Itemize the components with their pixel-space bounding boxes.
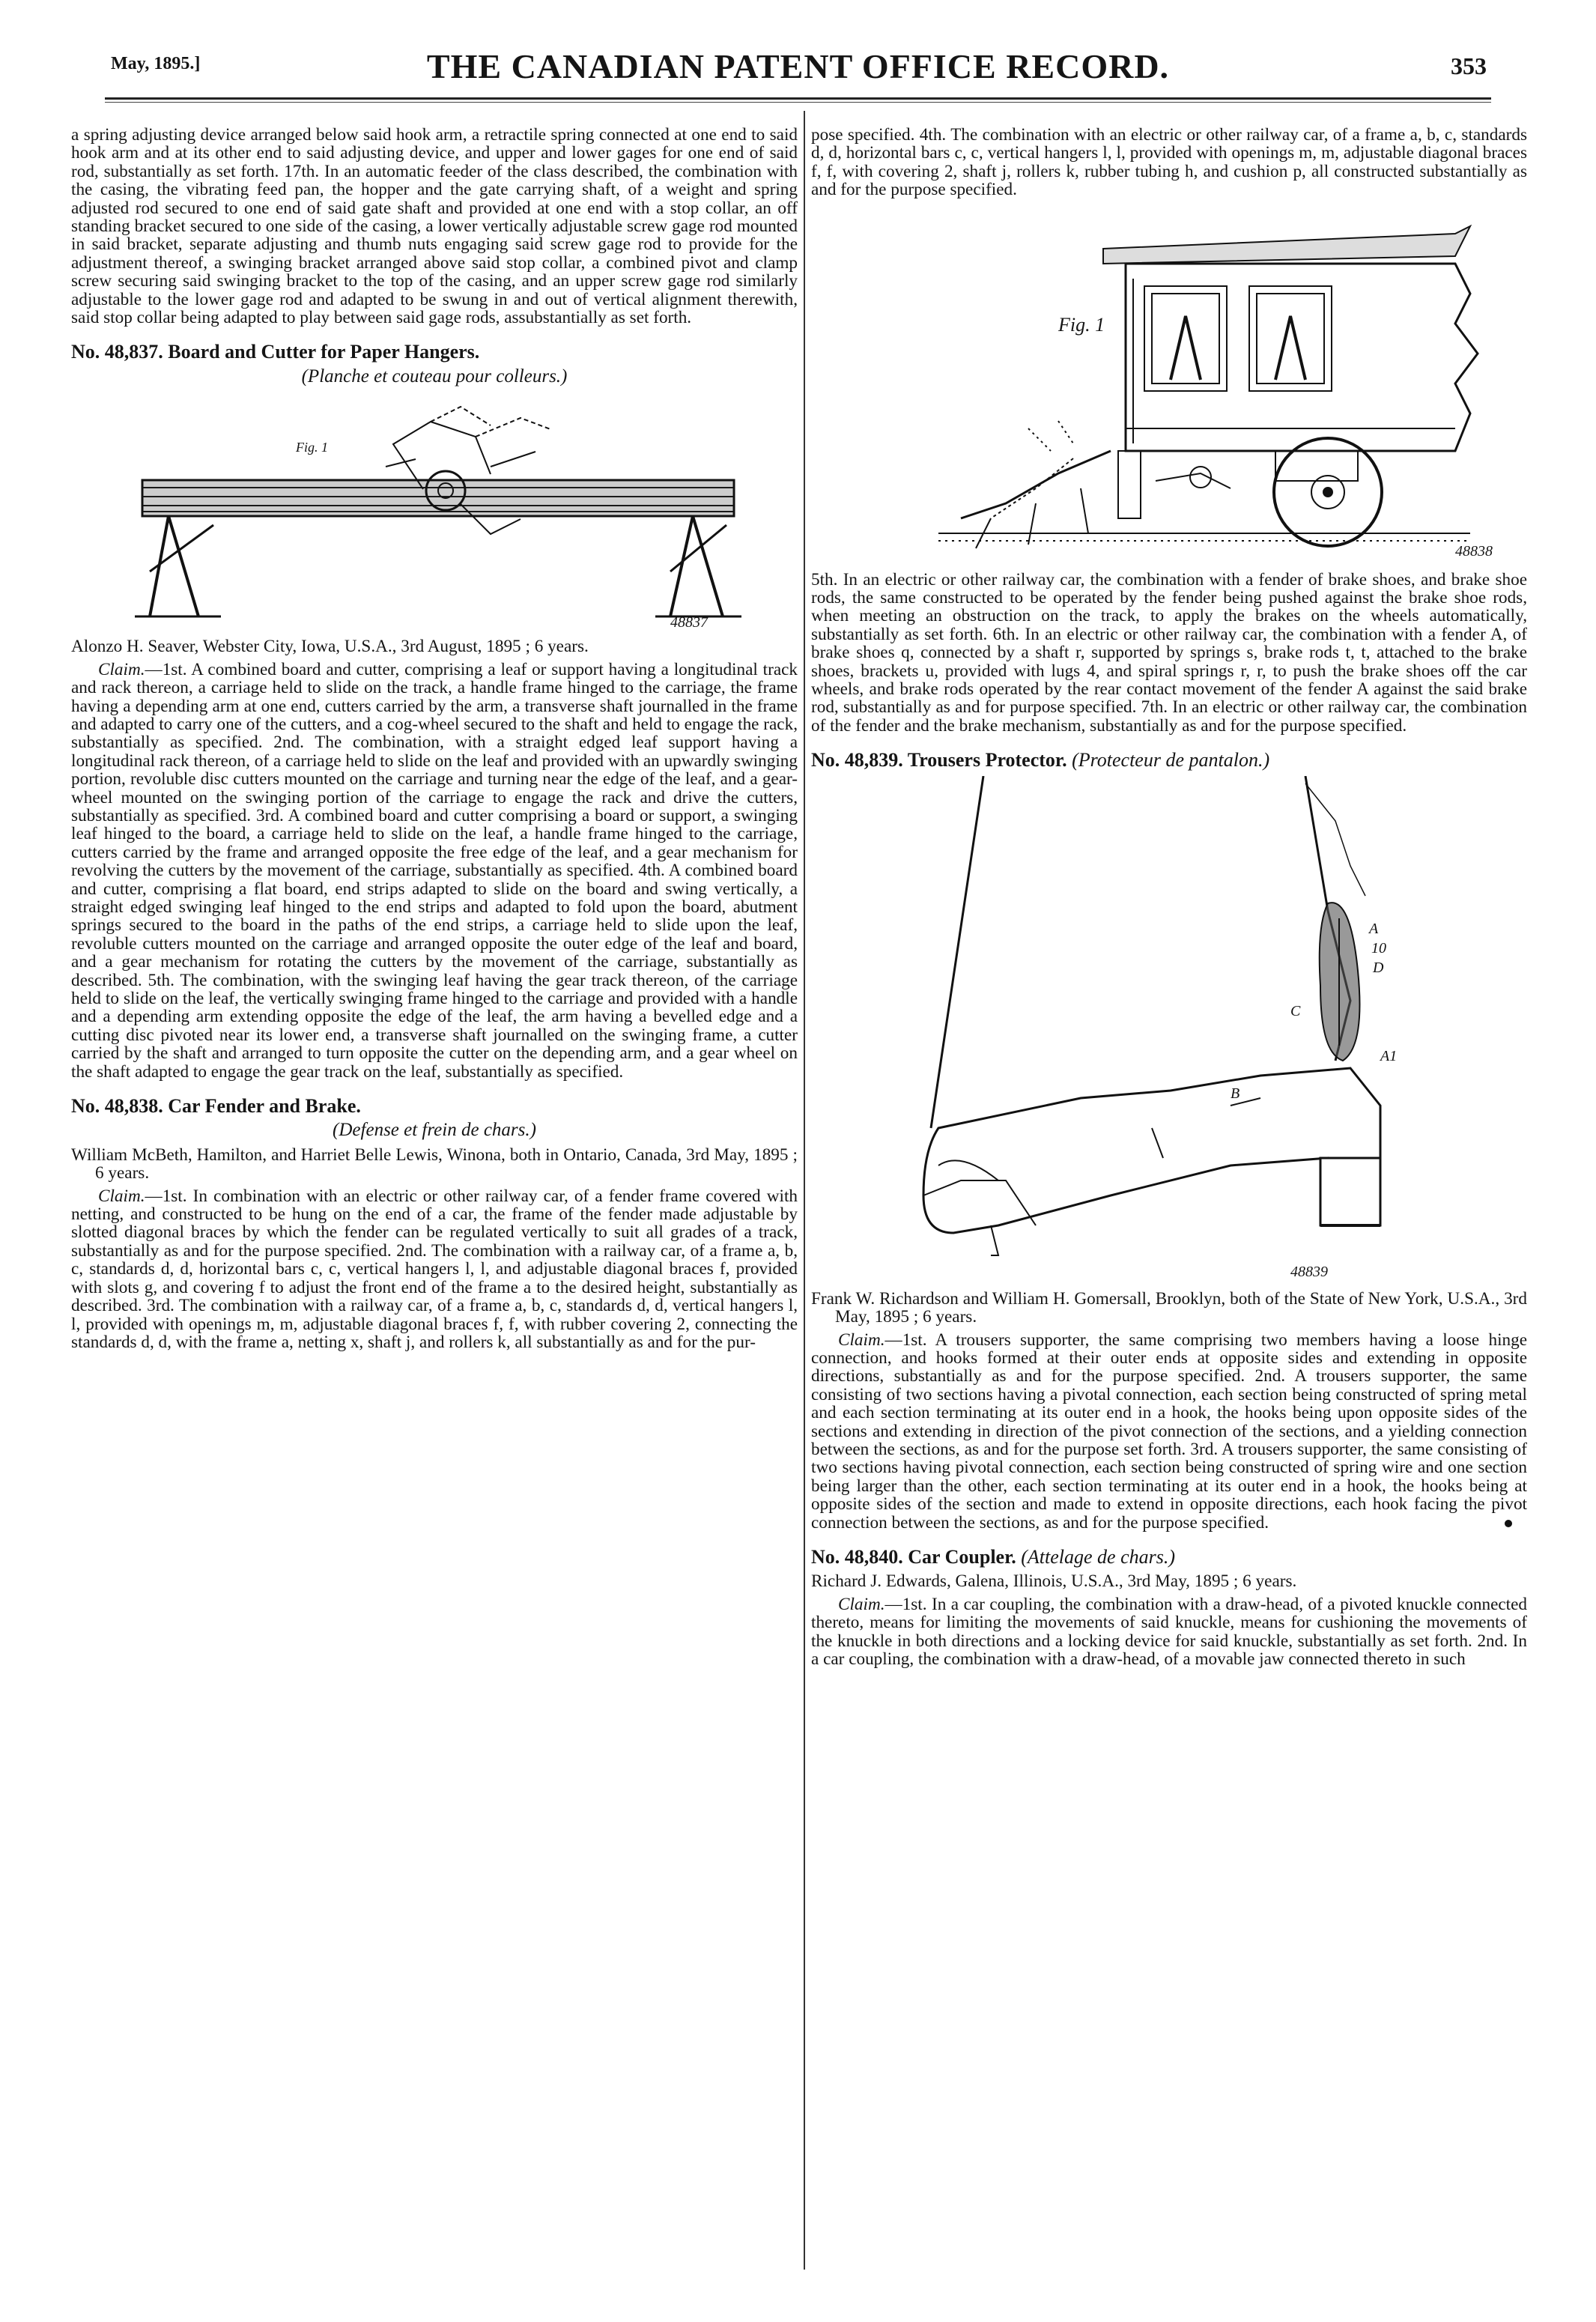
column-divider bbox=[804, 111, 805, 2270]
trousers-protector-drawing bbox=[811, 776, 1527, 1282]
figure-label: Fig. 1 bbox=[1058, 313, 1105, 336]
patent-heading-48840 bbox=[811, 1545, 1527, 1568]
inventor-48837: Alonzo H. Seaver, Webster City, Iowa, U.S.A., 3rd August, 1895 ; 6 years. bbox=[71, 637, 589, 657]
inventor-48839: Frank W. Richardson and William H. Gomersall, Brooklyn, both of the State of New York, U.S.A., 3rd May, 1895 ; 6 years. bbox=[811, 1288, 1527, 1327]
french-title-48840: (Attelage de chars.) bbox=[1021, 1545, 1176, 1568]
claim-text: —1st. In a car coupling, the combination with a draw-head, of a pivoted knuckle connected thereto, means for limiting the movements of said knuckle, means for cushioning the movements of the knuckle in both directions and a locking device for said knuckle, substantially as set forth. 2nd. In a car coupling, the combination with a draw-head, of a movable jaw connected thereto in such bbox=[811, 1594, 1527, 1669]
heading-text: No. 48,840. Car Coupler. bbox=[811, 1545, 1016, 1568]
page-header bbox=[105, 46, 1491, 84]
figure-patent-number: 48838 bbox=[1455, 542, 1493, 560]
car-fender-drawing bbox=[811, 204, 1527, 563]
claims-48839 bbox=[811, 1331, 1527, 1532]
publication-title: THE CANADIAN PATENT OFFICE RECORD. bbox=[426, 47, 1170, 85]
patent-heading-48838: No. 48,838. Car Fender and Brake. bbox=[71, 1095, 361, 1118]
claims-48837 bbox=[71, 661, 798, 1081]
svg-text:A1: A1 bbox=[1380, 1047, 1398, 1064]
figure-patent-number: 48837 bbox=[670, 614, 708, 631]
claim-text: —1st. A combined board and cutter, comprising a leaf or support having a longitudinal track and rack thereon, a carriage held to slide on the track, a handle frame hinged to the carriage, the frame having a depending arm at one end, cutters carried by the arm, a transverse shaft journalled in the frame and adapted to carry one of the cutters, and a cog-wheel secured to the shaft and held to engage the rack, substantially as specified. 2nd. The combination, with a straight edged leaf support having a longitudinal rack thereon, of a carriage held to slide on the leaf and provided with an upwardly swinging portion, revoluble disc cutters mounted on the carriage and turning near the edge of the leaf, and a gear-wheel mounted on the swinging portion of the carriage to engage the rack and drive the cutters, substantially as specified. 3rd. A combined board and cutter comprising a board or support, a swinging leaf hinged to the board, a carriage held to slide on the leaf, a handle frame hinged to the carriage, cutters carried by the frame and arranged opposite the free edge of the leaf, and a gear mechanism for revolving the cutters by the movement of the carriage, substantially as specified. 4th. A combined board and cutter, comprising a flat board, end strips adapted to slide on the board and swing vertically, a straight edged swinging leaf hinged to the end strips and adapted to fold upon the board, abutment springs secured to the board in the paths of the end strips, a carriage held to slide upon the leaf, revoluble cutters mounted on the carriage and arranged opposite the outer edge of the leaf and board, and a gear mechanism for rotating the cutters by the movement of the carriage, substantially as described. 5th. The combination, with the swinging leaf having the gear track thereon, of the carriage held to slide on the leaf, the vertically swinging frame hinged to the carriage and provided with a handle and a depending arm extending opposite the edge of the leaf, the arm having a bevelled edge and a cutting disc pivoted near its lower end, a transverse shaft journalled on the swinging frame, a cutter carried by the shaft and arranged to turn opposite the cutter on the depending arm, and a gear wheel on the shaft adapted to engage the gear track on the leaf, substantially as specified. bbox=[71, 659, 798, 1082]
heading-text: No. 48,839. Trousers Protector. bbox=[811, 749, 1067, 772]
right-column bbox=[811, 126, 1527, 1673]
left-column bbox=[71, 126, 798, 1356]
french-title-48839: (Protecteur de pantalon.) bbox=[1072, 749, 1270, 772]
figure-car-fender bbox=[811, 204, 1527, 563]
french-title-48838: (Defense et frein de chars.) bbox=[333, 1120, 536, 1141]
patent-heading-48839 bbox=[811, 749, 1527, 772]
board-cutter-drawing bbox=[71, 392, 798, 630]
svg-text:B: B bbox=[1231, 1085, 1240, 1102]
claim-label: Claim. bbox=[98, 659, 145, 679]
patent-heading-48837: No. 48,837. Board and Cutter for Paper Hangers. bbox=[71, 341, 480, 363]
continued-claim-text: a spring adjusting device arranged below said hook arm, a retractile spring connected at one end to said hook arm and at its other end to said adjusting device, and upper and lower gages for one end of said rod, substantially as set forth. 17th. In an automatic feeder of the class described, the combination with the casing, the vibrating feed pan, the hopper and the gate carrying shaft, of a weight and spring adjusted rod secured to one end of said gate shaft and provided at one end with a stop collar, an off standing bracket secured to one side of the casing, a lower vertically adjustable screw gage rod mounted in said bracket, separate adjusting and thumb nuts engaging said screw gage rod to provide for the adjustment thereof, a swinging bracket arranged above said stop collar, a combined pivot and clamp screw securing said swinging bracket to the top of the casing, and an upper screw gage rod similarly adjustable to the lower gage rod and adapted to be swung in and out of vertical alignment therewith, said stop collar being adapted to play between said gage rods, assubstantially as set forth. bbox=[71, 125, 798, 328]
bullet-mark bbox=[1505, 1520, 1512, 1527]
claim-label: Claim. bbox=[98, 1186, 145, 1206]
header-rule bbox=[105, 97, 1491, 100]
svg-text:A: A bbox=[1369, 920, 1379, 937]
claims-48840 bbox=[811, 1595, 1527, 1669]
inventor-48840: Richard J. Edwards, Galena, Illinois, U.S.A., 3rd May, 1895 ; 6 years. bbox=[811, 1571, 1297, 1592]
inventor-48838: William McBeth, Hamilton, and Harriet Belle Lewis, Winona, both in Ontario, Canada, 3rd May, 1895 ; 6 years. bbox=[71, 1145, 798, 1183]
page-number: 353 bbox=[1451, 52, 1487, 79]
header-rule-thin bbox=[105, 102, 1491, 103]
claim-text: —1st. A trousers supporter, the same comprising two members having a loose hinge connection, and hooks formed at their outer ends at opposite sides and extending in opposite directions, substantially as and for the purpose specified. 2nd. A trousers supporter, the same consisting of two sections having a pivotal connection, each section being constructed of spring metal and each section terminating at its outer end in a hook, the hooks being upon opposite sides of the sections and extending in direction of the pivot connection of the sections, and a yielding connection between the sections, as and for the purpose set forth. 3rd. A trousers supporter, the same consisting of two sections having pivotal connection, each section being constructed of spring wire and one section being larger than the other, each section terminating at its outer end in a hook, the hooks being at opposite sides of the section and made to extend in opposite directions, each hook facing the pivot connection between the sections, as and for the purpose specified. bbox=[811, 1330, 1527, 1533]
svg-text:C: C bbox=[1290, 1002, 1301, 1019]
figure-patent-number: 48839 bbox=[1290, 1263, 1328, 1280]
claim-label: Claim. bbox=[838, 1594, 885, 1614]
continued-claim-text-right: pose specified. 4th. The combination with an electric or other railway car, of a frame a, b, c, standards d, d, horizontal bars c, c, vertical hangers l, l, provided with openings m, m, adjustable diagonal braces f, f, with covering 2, shaft j, rollers k, rubber tubing h, and cushion p, all constructed substantially as and for the purpose specified. bbox=[811, 125, 1527, 200]
claim-label: Claim. bbox=[838, 1330, 885, 1350]
claim-text: —1st. In combination with an electric or other railway car, of a fender frame covered with netting, and constructed to be hung on the end of a car, the frame of the fender made adjustable by slotted diagonal braces by which the fender can be regulated vertically to suit all grades of a track, substantially as and for the purpose specified. 2nd. The combination with a railway car, of a frame a, b, c, standards d, d, horizontal bars c, c, vertical hangers l, l, and adjustable diagonal braces f, provided with slots g, and covering f to adjust the front end of the frame a to the desired height, substantially as described. 3rd. The combination with a railway car, of a frame a, b, c, standards d, d, vertical hangers l, l, provided with openings m, m, adjustable diagonal braces f, f, with rubber covering 2, connecting the standards d, d, with the frame a, netting x, shaft j, and rollers k, all substantially as and for the pur- bbox=[71, 1186, 798, 1352]
svg-text:10: 10 bbox=[1371, 939, 1386, 957]
figure-trousers-protector bbox=[811, 776, 1527, 1282]
issue-date: May, 1895.] bbox=[111, 54, 201, 73]
figure-board-and-cutter bbox=[71, 392, 798, 630]
claims-48838 bbox=[71, 1187, 798, 1352]
figure-label: Fig. 1 bbox=[296, 440, 328, 455]
svg-text:D: D bbox=[1373, 959, 1384, 976]
french-title-48837: (Planche et couteau pour colleurs.) bbox=[301, 366, 568, 387]
fender-claims-continued: 5th. In an electric or other railway car, the combination with a fender of brake shoes, and brake shoe rods, the same constructed to be operated by the fender being pushed against the brake shoe rods, when meeting an obstruction on the track, to apply the brakes on the wheels automatically, substantially as set forth. 6th. In an electric or other railway car, the combination with a fender A, of brake shoes q, connected by a shaft r, supported by springs s, brake rods t, t, attached to the brake shoes, brackets u, provided with lugs 4, and spiral springs r, r, to push the brake shoes off the car wheels, and brake rods operated by the rear contact movement of the fender A against the said brake rod, substantially as and for purpose specified. 7th. In an electric or other railway car, the combination of the fender and the brake mechanism, substantially as and for the purpose specified. bbox=[811, 569, 1527, 736]
